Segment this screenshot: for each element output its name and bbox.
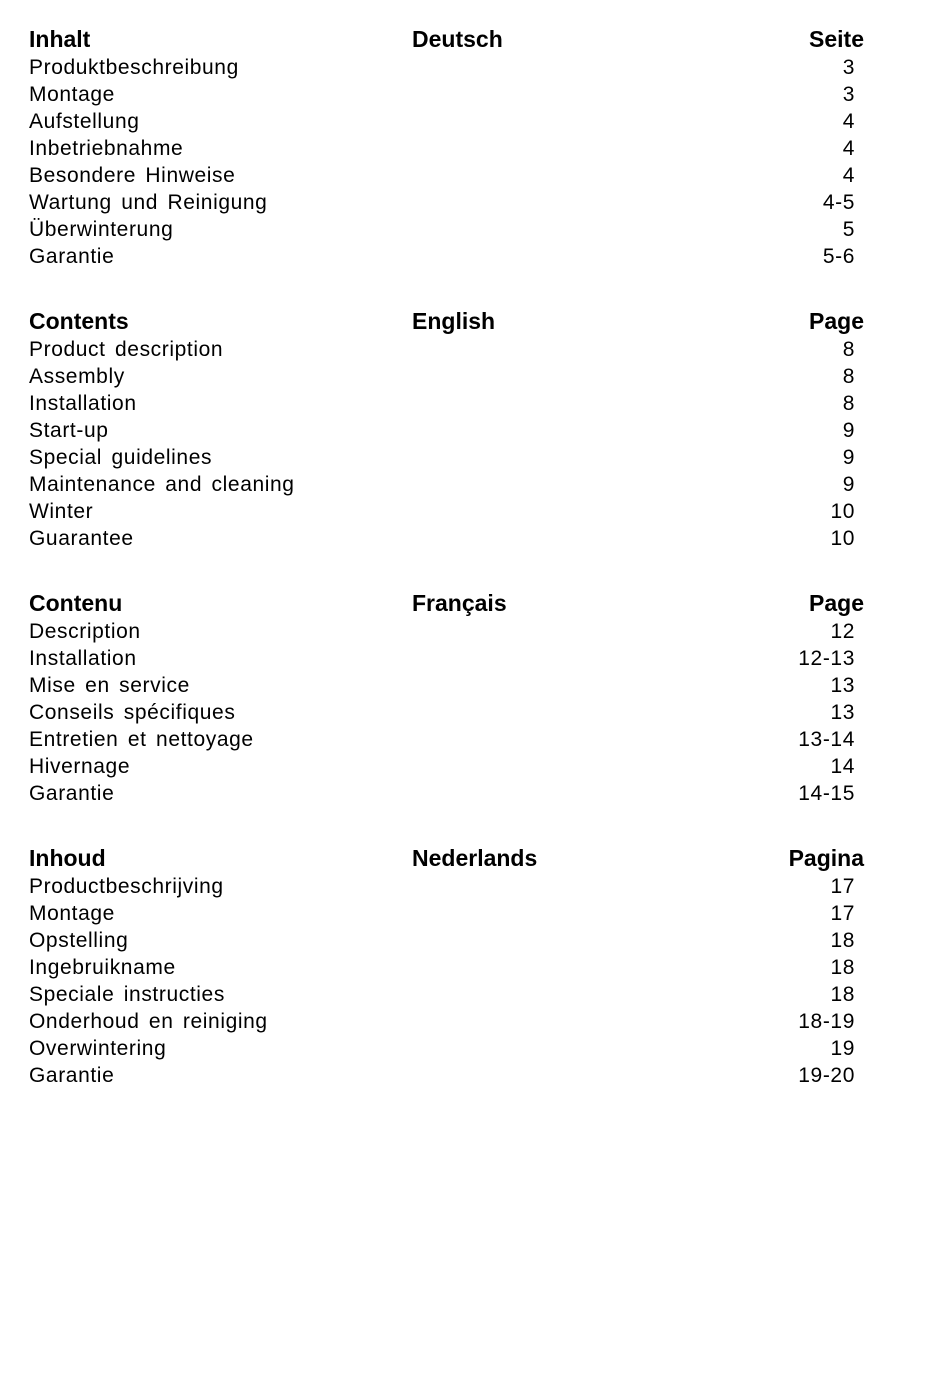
section-header — [29, 843, 864, 873]
toc-entry — [29, 1008, 859, 1035]
entry-label: Montage — [29, 83, 115, 106]
entry-page: 4-5 — [822, 191, 855, 214]
entry-label: Ingebruikname — [29, 956, 176, 979]
entry-label: Hivernage — [29, 755, 131, 778]
section-header — [29, 306, 864, 336]
entry-label: Besondere Hinweise — [29, 164, 236, 187]
toc-section-english — [29, 306, 864, 552]
entry-label: Garantie — [29, 245, 115, 268]
entry-page: 13 — [830, 701, 855, 724]
toc-entry — [29, 780, 859, 807]
entry-page: 3 — [842, 83, 855, 106]
toc-entry — [29, 1035, 859, 1062]
toc-entry — [29, 108, 859, 135]
entry-page: 14-15 — [798, 782, 855, 805]
toc-entry — [29, 390, 859, 417]
entry-page: 12-13 — [798, 647, 855, 670]
toc-entry — [29, 471, 859, 498]
toc-entry — [29, 135, 859, 162]
entry-page: 13-14 — [798, 728, 855, 751]
entry-page: 18 — [830, 956, 855, 979]
entry-page: 4 — [842, 110, 855, 133]
entry-page: 5-6 — [822, 245, 855, 268]
entry-page: 8 — [842, 338, 855, 361]
entry-page: 12 — [830, 620, 855, 643]
table-of-contents — [29, 24, 864, 1125]
entry-label: Installation — [29, 392, 137, 415]
entry-page: 18 — [830, 983, 855, 1006]
toc-entry — [29, 672, 859, 699]
section-language: Français — [412, 590, 507, 616]
entry-label: Speciale instructies — [29, 983, 225, 1006]
entry-label: Start-up — [29, 419, 109, 442]
entry-label: Winter — [29, 500, 94, 523]
toc-entry — [29, 873, 859, 900]
section-title: Contenu — [29, 590, 123, 616]
entry-page: 19 — [830, 1037, 855, 1060]
toc-entry — [29, 162, 859, 189]
entry-page: 9 — [842, 446, 855, 469]
entry-page: 10 — [830, 527, 855, 550]
toc-entry — [29, 981, 859, 1008]
section-header — [29, 24, 864, 54]
toc-entry — [29, 753, 859, 780]
entry-label: Überwinterung — [29, 218, 174, 241]
entry-page: 17 — [830, 875, 855, 898]
entry-page: 17 — [830, 902, 855, 925]
entry-label: Product description — [29, 338, 224, 361]
toc-entry — [29, 444, 859, 471]
entry-label: Special guidelines — [29, 446, 213, 469]
section-header — [29, 588, 864, 618]
entry-label: Guarantee — [29, 527, 134, 550]
entry-page: 4 — [842, 137, 855, 160]
toc-entry — [29, 1062, 859, 1089]
toc-entry — [29, 498, 859, 525]
toc-entry — [29, 726, 859, 753]
toc-entry — [29, 954, 859, 981]
entry-label: Wartung und Reinigung — [29, 191, 268, 214]
section-page-label: Page — [809, 308, 864, 334]
section-page-label: Pagina — [788, 845, 864, 871]
entry-page: 19-20 — [798, 1064, 855, 1087]
entry-page: 18-19 — [798, 1010, 855, 1033]
toc-entry — [29, 900, 859, 927]
section-title: Inhoud — [29, 845, 106, 871]
toc-entry — [29, 216, 859, 243]
toc-entry — [29, 525, 859, 552]
entry-page: 9 — [842, 419, 855, 442]
entry-label: Mise en service — [29, 674, 190, 697]
toc-entry — [29, 699, 859, 726]
entry-label: Inbetriebnahme — [29, 137, 184, 160]
entry-page: 8 — [842, 365, 855, 388]
toc-section-nederlands — [29, 843, 864, 1089]
entry-page: 13 — [830, 674, 855, 697]
entry-label: Aufstellung — [29, 110, 140, 133]
toc-entry — [29, 645, 859, 672]
section-title: Inhalt — [29, 26, 91, 52]
entry-label: Onderhoud en reiniging — [29, 1010, 268, 1033]
section-language: Deutsch — [412, 26, 503, 52]
toc-entry — [29, 417, 859, 444]
entry-label: Productbeschrijving — [29, 875, 224, 898]
entry-label: Maintenance and cleaning — [29, 473, 295, 496]
section-page-label: Seite — [809, 26, 864, 52]
toc-section-deutsch — [29, 24, 864, 270]
section-title: Contents — [29, 308, 129, 334]
entry-page: 10 — [830, 500, 855, 523]
entry-page: 8 — [842, 392, 855, 415]
entry-page: 5 — [842, 218, 855, 241]
toc-entry — [29, 189, 859, 216]
section-page-label: Page — [809, 590, 864, 616]
entry-label: Installation — [29, 647, 137, 670]
entry-label: Opstelling — [29, 929, 129, 952]
section-language: Nederlands — [412, 845, 538, 871]
entry-label: Entretien et nettoyage — [29, 728, 254, 751]
toc-section-francais — [29, 588, 864, 807]
entry-label: Produktbeschreibung — [29, 56, 239, 79]
toc-entry — [29, 927, 859, 954]
section-language: English — [412, 308, 496, 334]
entry-label: Garantie — [29, 1064, 115, 1087]
entry-label: Conseils spécifiques — [29, 701, 236, 724]
toc-entry — [29, 81, 859, 108]
toc-entry — [29, 618, 859, 645]
entry-label: Montage — [29, 902, 115, 925]
entry-page: 4 — [842, 164, 855, 187]
entry-page: 9 — [842, 473, 855, 496]
entry-label: Description — [29, 620, 141, 643]
entry-page: 14 — [830, 755, 855, 778]
entry-page: 3 — [842, 56, 855, 79]
toc-entry — [29, 336, 859, 363]
entry-label: Garantie — [29, 782, 115, 805]
toc-entry — [29, 54, 859, 81]
toc-entry — [29, 243, 859, 270]
entry-label: Assembly — [29, 365, 125, 388]
entry-page: 18 — [830, 929, 855, 952]
entry-label: Overwintering — [29, 1037, 167, 1060]
toc-entry — [29, 363, 859, 390]
